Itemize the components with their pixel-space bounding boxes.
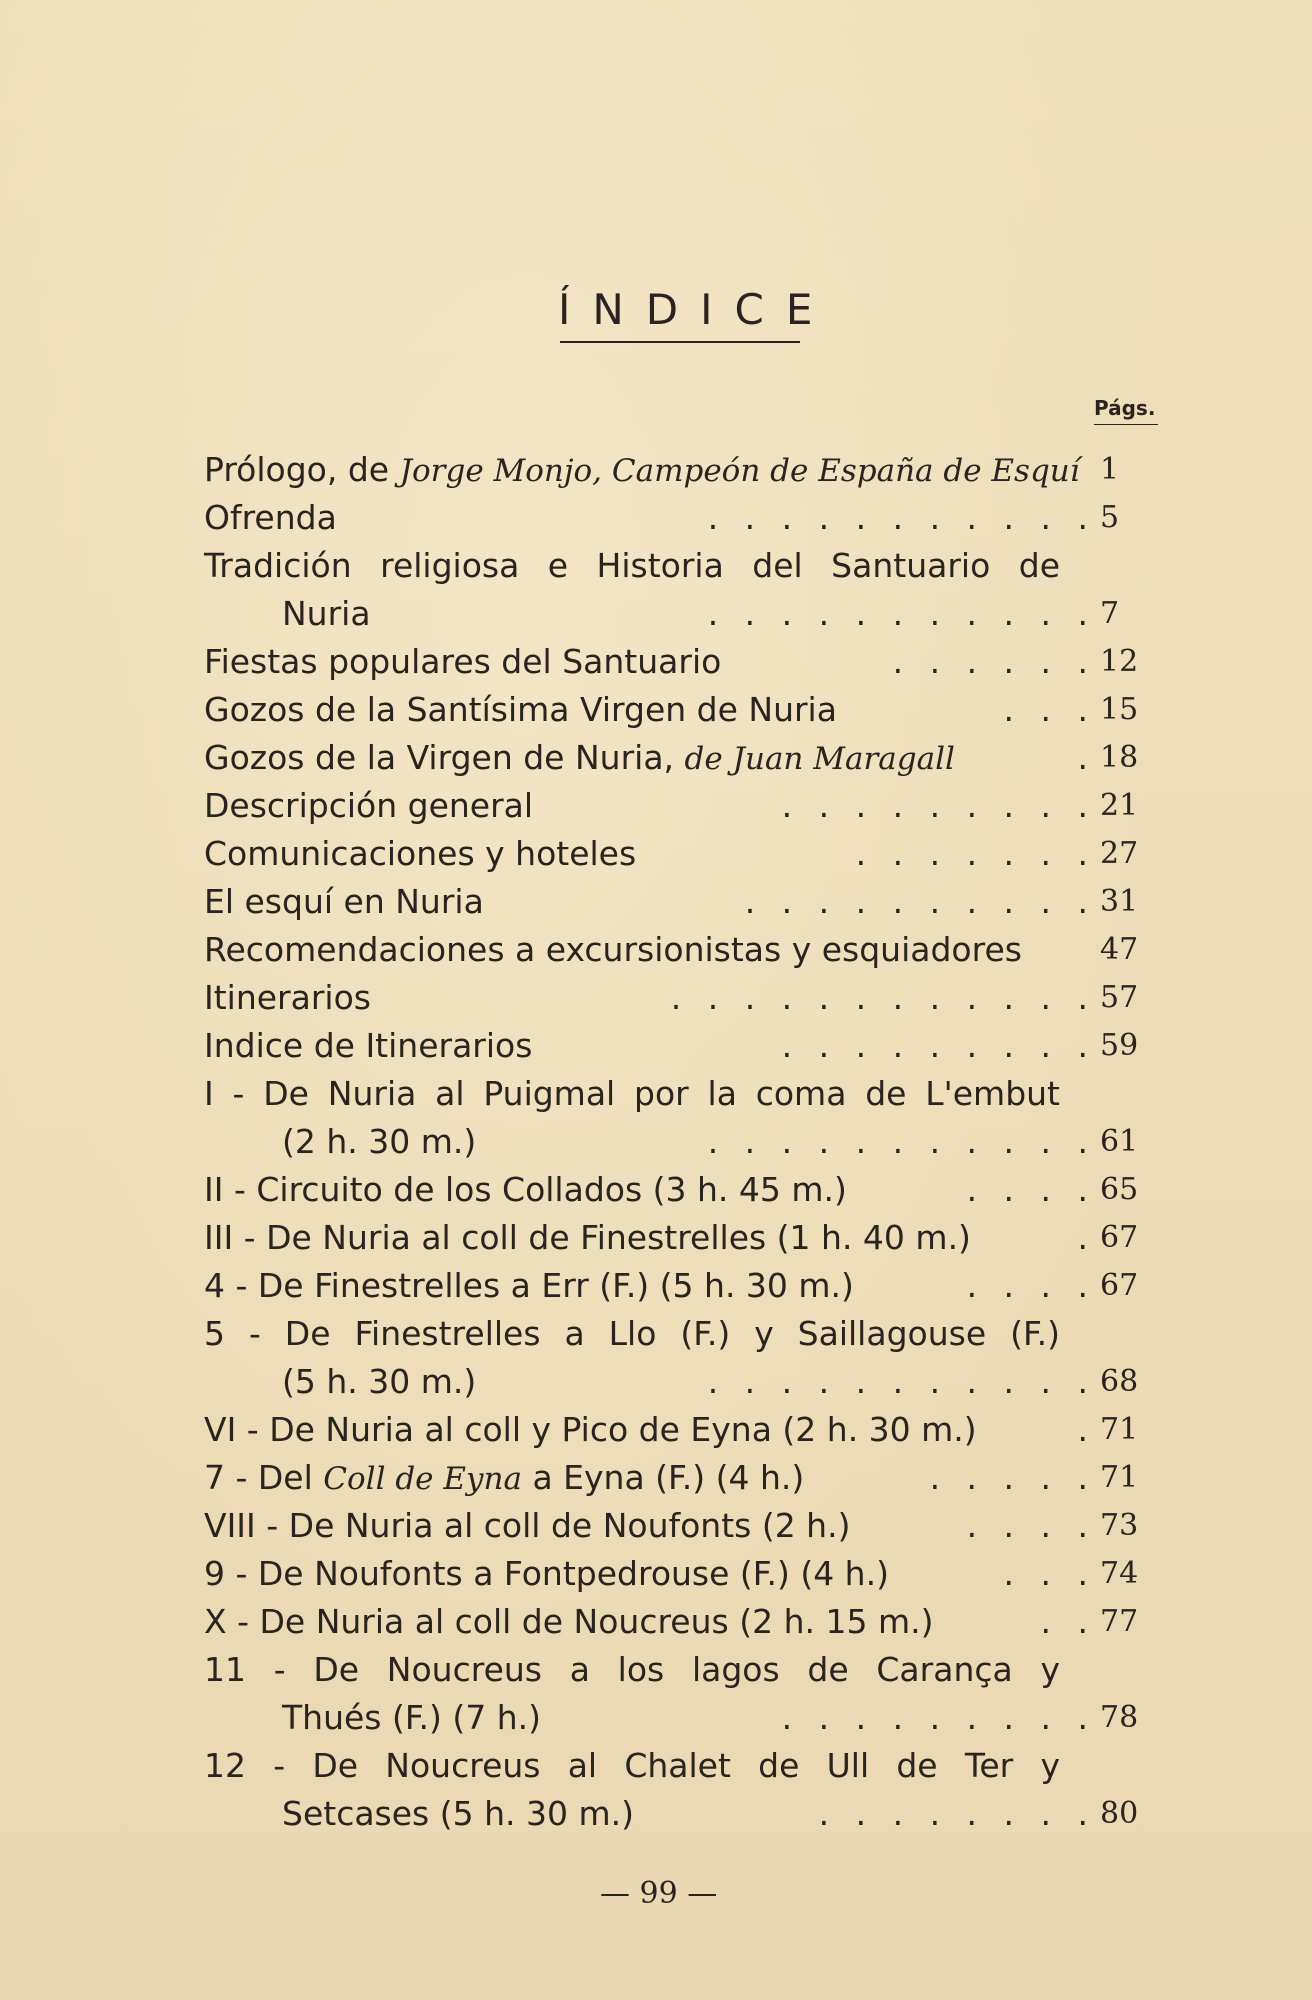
toc-entry-descripcion	[204, 782, 1140, 830]
toc-leader-dots: . . . . . . .	[855, 834, 1096, 873]
toc-leader-dots: . . . . . . . . . . . .	[670, 978, 1096, 1017]
toc-entry-itinerary-5-cont	[204, 1358, 1140, 1406]
toc-entry-text: 7 - Del Coll de Eyna a Eyna (F.) (4 h.)	[204, 1458, 805, 1497]
toc-page-number: 18	[1100, 740, 1139, 775]
toc-page-number: 67	[1100, 1220, 1139, 1255]
toc-entry-text: (5 h. 30 m.)	[282, 1362, 477, 1401]
toc-leader-dots: . . . .	[966, 1506, 1096, 1545]
toc-entry-text: 9 - De Noufonts a Fontpedrouse (F.) (4 h.)	[204, 1554, 889, 1593]
toc-leader-dots: . . . . . . . . . . .	[707, 594, 1096, 633]
toc-entry-itinerary-3	[204, 1214, 1140, 1262]
page-title: ÍNDICE	[558, 285, 835, 334]
toc-entry-text: Prólogo, de Jorge Monjo, Campeón de España de Esquí	[204, 450, 1080, 489]
toc-entry-itinerary-11	[204, 1646, 1140, 1694]
toc-page-number: 74	[1100, 1556, 1139, 1591]
toc-entry-text: X - De Nuria al coll de Noucreus (2 h. 15 m.)	[204, 1602, 934, 1641]
toc-entry-itinerary-12	[204, 1742, 1140, 1790]
title-underline	[560, 341, 800, 343]
toc-entry-text: II - Circuito de los Collados (3 h. 45 m.)	[204, 1170, 847, 1209]
toc-entry-esqui	[204, 878, 1140, 926]
toc-page-number: 61	[1100, 1124, 1139, 1159]
toc-leader-dots: . . . .	[966, 1266, 1096, 1305]
toc-entry-text: VIII - De Nuria al coll de Noufonts (2 h.)	[204, 1506, 851, 1545]
toc-page-number: 12	[1100, 644, 1139, 679]
toc-entry-indice-itinerarios	[204, 1022, 1140, 1070]
toc-page-number: 57	[1100, 980, 1139, 1015]
toc-leader-dots: . .	[1040, 1602, 1096, 1641]
toc-entry-itinerary-9	[204, 1550, 1140, 1598]
toc-leader-dots: . . . . .	[929, 1458, 1096, 1497]
toc-entry-text: VI - De Nuria al coll y Pico de Eyna (2 h. 30 m.)	[204, 1410, 977, 1449]
toc-entry-ofrenda	[204, 494, 1140, 542]
toc-entry-text: (2 h. 30 m.)	[282, 1122, 477, 1161]
toc-entry-text: Ofrenda	[204, 498, 337, 537]
toc-leader-dots: . . . . . . . . . . .	[707, 1122, 1096, 1161]
toc-entry-itinerary-7	[204, 1454, 1140, 1502]
toc-entry-itinerary-1	[204, 1070, 1140, 1118]
toc-entry-itinerary-10	[204, 1598, 1140, 1646]
toc-entry-recomendaciones	[204, 926, 1140, 974]
toc-leader-dots: . . . . . . . . .	[781, 1026, 1096, 1065]
toc-page-number: 1	[1100, 452, 1120, 487]
toc-leader-dots: . . . . . . . . . .	[744, 882, 1096, 921]
toc-entry-text: El esquí en Nuria	[204, 882, 484, 921]
toc-page-number: 71	[1100, 1460, 1139, 1495]
toc-entry-itinerary-4	[204, 1262, 1140, 1310]
toc-leader-dots: . . . . . .	[892, 642, 1096, 681]
toc-page-number: 7	[1100, 596, 1120, 631]
toc-entry-text: Gozos de la Virgen de Nuria, de Juan Maragall	[204, 738, 955, 777]
toc-page-number: 59	[1100, 1028, 1139, 1063]
toc-page-number: 31	[1100, 884, 1139, 919]
toc-page-number: 80	[1100, 1796, 1139, 1831]
toc-entry-fiestas	[204, 638, 1140, 686]
toc-entry-itinerary-12-cont	[204, 1790, 1140, 1838]
toc-entry-itinerary-2	[204, 1166, 1140, 1214]
toc-leader-dots: . . . . . . . .	[818, 1794, 1096, 1833]
toc-entry-text: Tradición religiosa e Historia del Santuario de	[204, 546, 1060, 585]
toc-page-number: 65	[1100, 1172, 1139, 1207]
toc-page-number: 21	[1100, 788, 1139, 823]
toc-entry-text: Itinerarios	[204, 978, 371, 1017]
toc-entry-text: III - De Nuria al coll de Finestrelles (1 h. 40 m.)	[204, 1218, 971, 1257]
toc-page-number: 77	[1100, 1604, 1139, 1639]
toc-page-number: 78	[1100, 1700, 1139, 1735]
toc-entry-comunicaciones	[204, 830, 1140, 878]
toc-page-number: 27	[1100, 836, 1139, 871]
toc-entry-text: Recomendaciones a excursionistas y esquiadores	[204, 930, 1022, 969]
toc-leader-dots: .	[1077, 1218, 1096, 1257]
toc-leader-dots: .	[1077, 1410, 1096, 1449]
toc-page-number: 47	[1100, 932, 1139, 967]
toc-leader-dots: .	[1077, 738, 1096, 777]
toc-leader-dots: . . . . . . . . .	[781, 786, 1096, 825]
toc-entry-tradicion-cont	[204, 590, 1140, 638]
toc-entry-text: Thués (F.) (7 h.)	[282, 1698, 542, 1737]
toc-page-number: 68	[1100, 1364, 1139, 1399]
table-of-contents	[204, 446, 1140, 1838]
toc-entry-gozos-maragall	[204, 734, 1140, 782]
toc-entry-text: Setcases (5 h. 30 m.)	[282, 1794, 634, 1833]
toc-entry-text: Gozos de la Santísima Virgen de Nuria	[204, 690, 837, 729]
toc-entry-text: Indice de Itinerarios	[204, 1026, 533, 1065]
toc-leader-dots: . . .	[1003, 690, 1096, 729]
toc-entry-text: 5 - De Finestrelles a Llo (F.) y Saillagouse (F.)	[204, 1314, 1060, 1353]
toc-entry-itinerary-1-cont	[204, 1118, 1140, 1166]
toc-leader-dots: . . . .	[966, 1170, 1096, 1209]
toc-entry-itinerarios	[204, 974, 1140, 1022]
toc-leader-dots: . . . . . . . . .	[781, 1698, 1096, 1737]
toc-entry-itinerary-11-cont	[204, 1694, 1140, 1742]
toc-entry-text: Comunicaciones y hoteles	[204, 834, 637, 873]
toc-page-number: 15	[1100, 692, 1139, 727]
toc-entry-itinerary-6	[204, 1406, 1140, 1454]
toc-entry-text: Nuria	[282, 594, 371, 633]
toc-page-number: 73	[1100, 1508, 1139, 1543]
pages-label-underline	[1094, 424, 1158, 425]
toc-page-number: 5	[1100, 500, 1120, 535]
toc-leader-dots: . . . . . . . . . . .	[707, 1362, 1096, 1401]
toc-entry-text: Fiestas populares del Santuario	[204, 642, 722, 681]
toc-entry-tradicion	[204, 542, 1140, 590]
toc-entry-text: 12 - De Noucreus al Chalet de Ull de Ter y	[204, 1746, 1060, 1785]
toc-page-number: 71	[1100, 1412, 1139, 1447]
toc-entry-itinerary-5	[204, 1310, 1140, 1358]
toc-page-number: 67	[1100, 1268, 1139, 1303]
toc-entry-gozos-santisima	[204, 686, 1140, 734]
toc-leader-dots: . . . . . . . . . . .	[707, 498, 1096, 537]
toc-entry-text: I - De Nuria al Puigmal por la coma de L'embut	[204, 1074, 1060, 1113]
toc-leader-dots: . . .	[1003, 1554, 1096, 1593]
toc-entry-itinerary-8	[204, 1502, 1140, 1550]
page-folio: — 99 —	[600, 1876, 718, 1911]
toc-entry-text: Descripción general	[204, 786, 534, 825]
toc-entry-text: 4 - De Finestrelles a Err (F.) (5 h. 30 m.)	[204, 1266, 854, 1305]
pages-column-label: Págs.	[1094, 396, 1156, 420]
toc-entry-prologo	[204, 446, 1140, 494]
toc-entry-text: 11 - De Noucreus a los lagos de Carança y	[204, 1650, 1060, 1689]
